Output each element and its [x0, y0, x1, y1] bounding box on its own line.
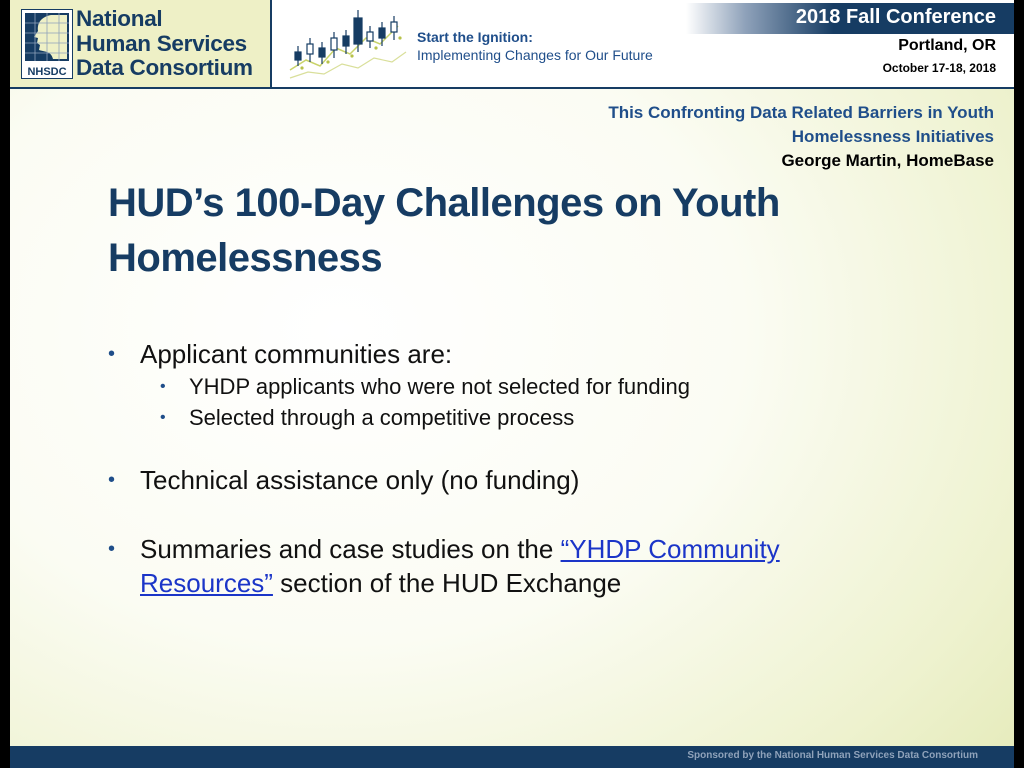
- session-title-line-1: This Confronting Data Related Barriers in Youth: [608, 103, 994, 122]
- presenter-name: George Martin, HomeBase: [781, 151, 994, 170]
- yhdp-community-resources-link[interactable]: “YHDP Community: [560, 534, 780, 564]
- logo-line-2: Human Services: [76, 30, 247, 56]
- conference-dates: October 17-18, 2018: [882, 61, 996, 75]
- slide-title-line-1: HUD’s 100-Day Challenges on Youth: [108, 181, 780, 225]
- logo-initials: NHSDC: [27, 66, 67, 78]
- conference-theme: [417, 28, 653, 64]
- bullet-text: Technical assistance only (no funding): [140, 465, 580, 495]
- theme-subtitle: Implementing Changes for Our Future: [417, 47, 653, 63]
- slide-header: [10, 0, 1014, 89]
- session-info: [608, 101, 994, 173]
- conference-city: Portland, OR: [898, 37, 996, 54]
- slide: [10, 0, 1014, 768]
- bullet-text-before-link: Summaries and case studies on the: [140, 534, 561, 564]
- slide-title-line-2: Homelessness: [108, 236, 383, 280]
- bullet-dot-icon: •: [108, 538, 116, 560]
- logo-wordmark: [76, 7, 253, 81]
- bullet-dot-icon: •: [108, 469, 116, 491]
- logo-line-1: National: [76, 6, 163, 31]
- conference-title: 2018 Fall Conference: [795, 6, 996, 28]
- sub-bullet-dot-icon: •: [160, 409, 166, 426]
- nhsdc-profile-logo-icon: [21, 9, 73, 79]
- session-title-line-2: Homelessness Initiatives: [791, 127, 994, 146]
- sub-bullet-dot-icon: •: [160, 378, 166, 395]
- nhsdc-logo: [10, 0, 272, 87]
- bullet-text-after-link: section of the HUD Exchange: [272, 568, 622, 598]
- bullet-text: Applicant communities are:: [140, 339, 453, 369]
- logo-line-3: Data Consortium: [76, 55, 253, 80]
- bullet-text: [140, 532, 830, 600]
- theme-title: Start the Ignition:: [417, 29, 533, 45]
- bullet-dot-icon: •: [108, 343, 116, 365]
- ignition-candlestick-graphic-icon: [288, 8, 408, 82]
- yhdp-community-resources-link-cont[interactable]: Resources”: [140, 568, 273, 598]
- slide-footer: [10, 746, 1014, 768]
- sub-bullet-text: Selected through a competitive process: [189, 405, 575, 430]
- sub-bullet-text: YHDP applicants who were not selected for funding: [189, 374, 690, 399]
- conference-banner: [686, 3, 1014, 34]
- slide-title: [108, 176, 928, 286]
- sponsor-text: Sponsored by the National Human Services Data Consortium: [687, 750, 978, 761]
